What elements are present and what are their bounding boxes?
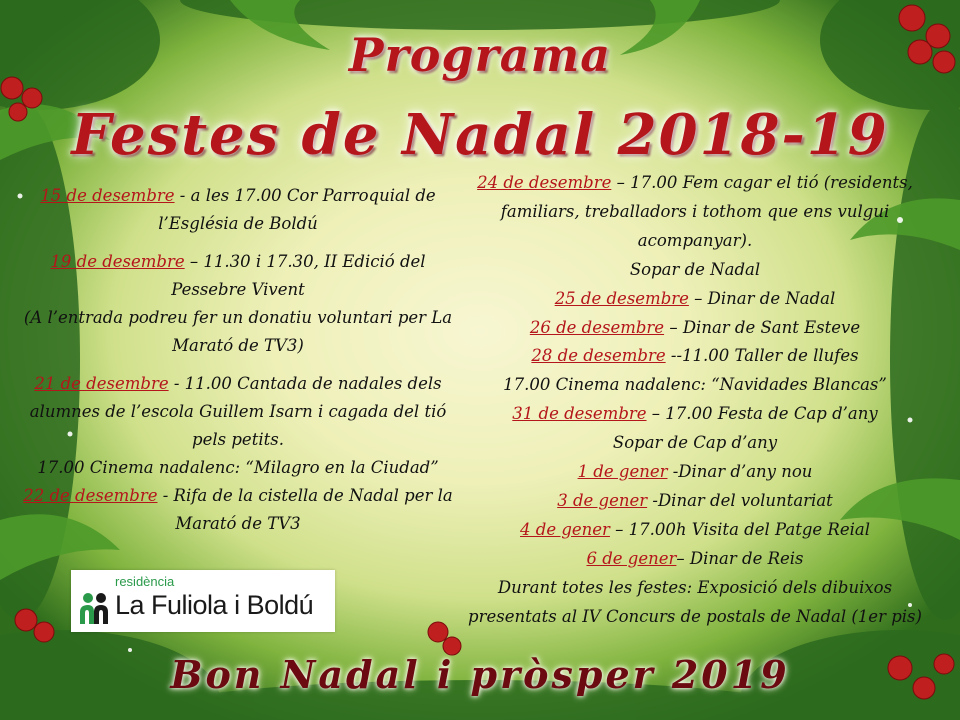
- event-date: 24 de desembre: [477, 173, 612, 192]
- event-date: 28 de desembre: [531, 346, 666, 366]
- event-date: 6 de gener: [586, 548, 677, 568]
- event-text: – 17.00h Visita del Patge Reial: [609, 519, 870, 539]
- schedule-entry: [466, 400, 924, 458]
- event-text: – Dinar de Sant Esteve: [664, 317, 861, 337]
- event-note: 17.00 Cinema nadalenc: “Milagro en la Ciudad”: [37, 458, 439, 477]
- event-date: 22 de desembre: [23, 486, 158, 505]
- schedule-entry: [18, 182, 458, 238]
- greeting-footer: Bon Nadal i pròsper 2019: [170, 652, 790, 697]
- schedule-entry: [466, 487, 924, 516]
- event-text: – 17.00 Festa de Cap d’any: [646, 404, 878, 424]
- program-title: Programa: [348, 28, 612, 82]
- schedule-right-column: [466, 169, 924, 632]
- event-note: Sopar de Cap d’any: [612, 433, 778, 453]
- logo-small-text: residència: [115, 574, 175, 589]
- schedule-entry: [466, 458, 924, 487]
- schedule-entry: [466, 516, 924, 545]
- event-text: -Dinar del voluntariat: [647, 490, 833, 510]
- schedule-entry: [466, 342, 924, 400]
- event-text: --11.00 Taller de llufes: [665, 346, 859, 366]
- event-date: 21 de desembre: [34, 374, 169, 393]
- schedule-entry: [466, 169, 924, 285]
- event-date: 3 de gener: [557, 490, 648, 510]
- schedule-entry: [18, 370, 458, 482]
- schedule-entry: [466, 285, 924, 314]
- people-icon: [77, 590, 111, 624]
- event-date: 26 de desembre: [529, 317, 665, 337]
- event-text: – 17.00 Fem cagar el tió (residents, familiars, treballadors i tothom que ens vulgui acompanyar).: [500, 173, 913, 250]
- event-date: 31 de desembre: [512, 404, 647, 424]
- event-date: 25 de desembre: [554, 288, 689, 308]
- schedule-left-column: [18, 182, 458, 548]
- event-date: 1 de gener: [577, 462, 668, 482]
- event-text: - a les 17.00 Cor Parroquial de l’Església de Boldú: [158, 186, 436, 233]
- event-note: Sopar de Nadal: [629, 259, 761, 279]
- schedule-entry: [18, 248, 458, 360]
- event-date: 19 de desembre: [50, 252, 185, 271]
- event-note: (A l’entrada podreu fer un donatiu voluntari per La Marató de TV3): [23, 308, 453, 355]
- event-text: - Rifa de la cistella de Nadal per la Marató de TV3: [157, 486, 453, 533]
- event-note: 17.00 Cinema nadalenc: “Navidades Blancas”: [503, 375, 887, 395]
- residence-logo: [71, 570, 335, 632]
- event-text: - 11.00 Cantada de nadales dels alumnes de l’escola Guillem Isarn i cagada del tió pels petits.: [29, 374, 447, 449]
- schedule-entry: [466, 314, 924, 343]
- event-date: 4 de gener: [520, 519, 610, 539]
- event-date: 15 de desembre: [40, 186, 175, 205]
- exhibition-note: Durant totes les festes: Exposició dels dibuixos presentats al IV Concurs de postals de Nadal (1er pis): [468, 577, 922, 626]
- schedule-entry: [18, 482, 458, 538]
- logo-name: La Fuliola i Boldú: [115, 590, 314, 620]
- schedule-entry: [466, 545, 924, 574]
- festivities-title: Festes de Nadal 2018-19: [71, 102, 889, 168]
- event-text: -Dinar d’any nou: [667, 462, 813, 482]
- event-text: – Dinar de Reis: [676, 548, 804, 568]
- event-text: – 11.30 i 17.30, II Edició del Pessebre Vivent: [171, 252, 426, 299]
- event-text: – Dinar de Nadal: [688, 288, 836, 308]
